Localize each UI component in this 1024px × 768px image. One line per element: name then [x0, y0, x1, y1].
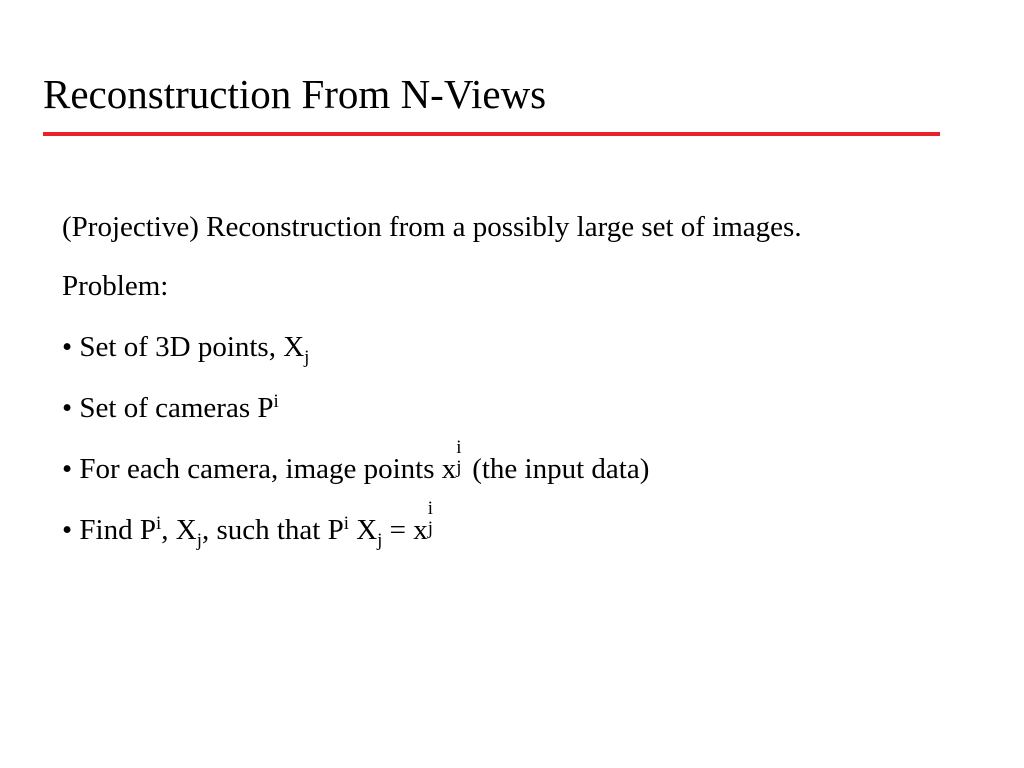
- subscript-j: j: [427, 518, 434, 540]
- superscript-i: i: [456, 436, 462, 458]
- bullet-text: , such that P: [201, 514, 344, 546]
- slide-title: Reconstruction From N-Views: [43, 71, 547, 117]
- subscript-j: j: [377, 529, 383, 551]
- bullet-text-after: (the input data): [464, 453, 650, 485]
- superscript-i: i: [155, 512, 162, 534]
- bullet-text: = x: [382, 514, 428, 546]
- bullet-text: , X: [161, 514, 197, 546]
- bullet-item-find: [62, 497, 862, 551]
- bullet-item-cameras: [62, 387, 862, 429]
- subscript-j: j: [304, 346, 310, 368]
- sub-sup-stack: [456, 436, 465, 479]
- superscript-i: i: [427, 497, 434, 519]
- bullet-item-3d-points: [62, 326, 862, 368]
- superscript-i: i: [273, 390, 279, 412]
- intro-text: (Projective) Reconstruction from a possibly large set of images.: [62, 211, 802, 243]
- bullet-text: Find P: [79, 514, 156, 546]
- subscript-j: j: [196, 529, 202, 551]
- bullet-text: Set of cameras P: [79, 392, 274, 424]
- bullet-text: For each camera, image points x: [79, 453, 457, 485]
- bullet-item-image-points: [62, 436, 862, 490]
- bullet-marker: •: [62, 392, 73, 424]
- bullet-text: X: [348, 514, 378, 546]
- sub-sup-stack: [427, 497, 437, 540]
- slide-body: [62, 206, 862, 570]
- bullet-marker: •: [62, 514, 73, 546]
- bullet-text: Set of 3D points, X: [79, 331, 305, 363]
- superscript-i: i: [343, 512, 349, 534]
- problem-label: Problem:: [62, 270, 169, 302]
- bullet-marker: •: [62, 453, 73, 485]
- bullet-marker: •: [62, 331, 73, 363]
- subscript-j: j: [456, 457, 462, 479]
- title-underline: [43, 132, 940, 136]
